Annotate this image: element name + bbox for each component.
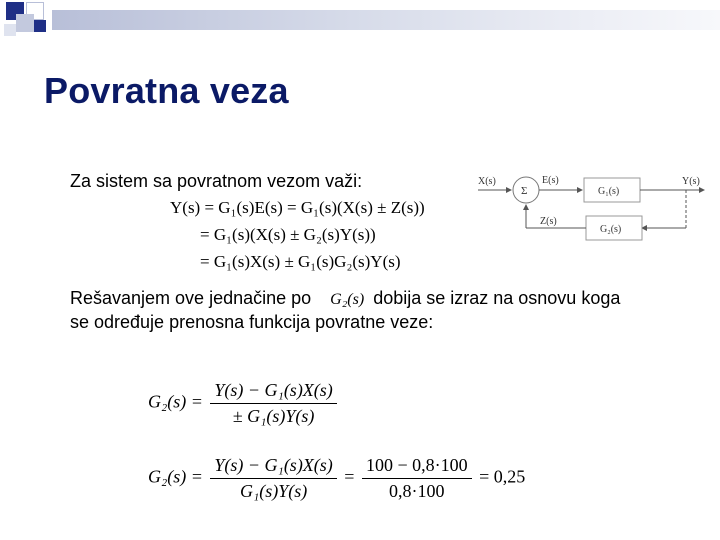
formula-general-denominator: ± G₁(s)Y(s) [232,406,315,426]
formula-numeric-result: = 0,25 [479,466,526,487]
feedback-block-diagram [474,168,714,248]
diagram-output-label: Y(s) [682,176,700,187]
formula-numeric-fraction [210,455,336,502]
formula-numeric-value-fraction [362,455,472,502]
diagram-feedback-signal-label: Z(s) [540,216,557,227]
deco-square-light [16,14,34,32]
formula-general-fraction [210,380,336,427]
solve-paragraph-line-2: se određuje prenosna funkcija povratne veze: [70,312,434,332]
formula-numeric-equals: = [344,466,355,487]
equation-line-1: Y(s) = G₁(s)E(s) = G₁(s)(X(s) ± Z(s)) [170,198,425,217]
inline-variable: G₂(s) [330,291,365,308]
formula-general-lhs: G₂(s) = [148,391,203,412]
diagram-feedback-block-label: G₂(s) [600,224,622,235]
deco-square-dark [34,20,46,32]
solve-paragraph-part-2: dobija se izraz na osnovu koga [373,288,621,308]
formula-numeric-lhs: G₂(s) = [148,466,203,487]
formula-numeric-denominator: G₁(s)Y(s) [239,481,308,501]
formula-general-numerator: Y(s) − G₁(s)X(s) [210,380,336,404]
solve-paragraph-part-1: Rešavanjem ove jednačine po [70,288,312,308]
diagram-sum-symbol: Σ [521,185,528,197]
header-decoration [0,0,720,40]
formula-general [148,380,340,427]
diagram-input-label: X(s) [478,176,496,187]
equation-line-2: = G₁(s)(X(s) ± G₂(s)Y(s)) [200,225,376,244]
formula-numeric-numerator: Y(s) − G₁(s)X(s) [210,455,336,479]
diagram-error-label: E(s) [542,175,559,186]
formula-numeric [148,455,525,502]
solve-paragraph-line-1 [70,287,620,311]
deco-square-light [4,24,16,36]
diagram-forward-block-label: G₁(s) [598,186,620,197]
intro-text: Za sistem sa povratnom vezom važi: [70,171,363,191]
formula-numeric-value-numerator: 100 − 0,8·100 [362,455,472,479]
header-gradient-bar [52,10,720,30]
slide-title: Povratna veza [44,70,289,111]
formula-numeric-value-denominator: 0,8·100 [389,481,445,501]
equation-line-3: = G₁(s)X(s) ± G₁(s)G₂(s)Y(s) [200,252,401,271]
